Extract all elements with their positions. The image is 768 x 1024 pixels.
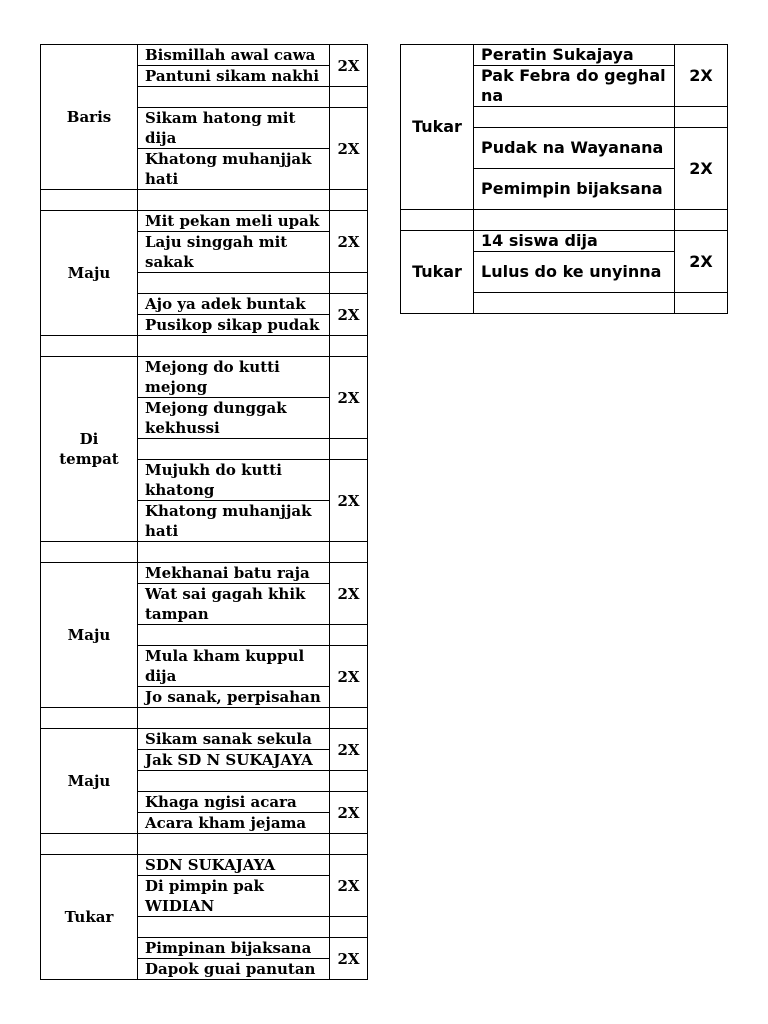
lyric-line: Lulus do ke unyinna	[474, 252, 675, 293]
lyric-row	[41, 563, 368, 584]
repeat-marker: 2X	[330, 460, 368, 542]
lyric-line: Laju singgah mit sakak	[138, 232, 330, 273]
lyric-line: Khatong muhanjjak hati	[138, 501, 330, 542]
lyric-line: Sikam sanak sekula	[138, 729, 330, 750]
lyric-line: Dapok guai panutan	[138, 959, 330, 980]
lyric-line: Bismillah awal cawa	[138, 45, 330, 66]
lyric-line: Ajo ya adek buntak	[138, 294, 330, 315]
lyric-row	[401, 45, 728, 66]
lyric-line: Mejong dunggak kekhussi	[138, 398, 330, 439]
repeat-marker: 2X	[675, 128, 728, 210]
lyric-line: Mekhanai batu raja	[138, 563, 330, 584]
action-cell: Maju	[41, 563, 138, 708]
lyric-line: SDN SUKAJAYA	[138, 855, 330, 876]
action-cell: Tukar	[401, 45, 474, 210]
action-cell: Di tempat	[41, 357, 138, 542]
repeat-marker: 2X	[330, 211, 368, 273]
lyric-line: Peratin Sukajaya	[474, 45, 675, 66]
separator-row	[41, 834, 368, 855]
separator-row	[41, 708, 368, 729]
lyric-line: Mejong do kutti mejong	[138, 357, 330, 398]
action-cell: Baris	[41, 45, 138, 190]
repeat-marker: 2X	[330, 563, 368, 625]
separator-row	[401, 210, 728, 231]
lyric-row	[41, 855, 368, 876]
lyric-line: Pantuni sikam nakhi	[138, 66, 330, 87]
separator-row	[41, 542, 368, 563]
lyric-line: Pak Febra do geghal na	[474, 66, 675, 107]
repeat-marker: 2X	[330, 855, 368, 917]
lyric-line: Jak SD N SUKAJAYA	[138, 750, 330, 771]
lyric-line: 14 siswa dija	[474, 231, 675, 252]
lyric-line: Acara kham jejama	[138, 813, 330, 834]
repeat-marker: 2X	[330, 45, 368, 87]
lyric-row	[41, 729, 368, 750]
lyric-line: Khatong muhanjjak hati	[138, 149, 330, 190]
right-lyrics-table	[400, 44, 728, 314]
lyric-line: Pudak na Wayanana	[474, 128, 675, 169]
lyric-row	[401, 231, 728, 252]
lyric-line: Di pimpin pak WIDIAN	[138, 876, 330, 917]
separator-row	[41, 190, 368, 211]
lyric-row	[41, 211, 368, 232]
action-cell: Maju	[41, 211, 138, 336]
lyric-row	[41, 357, 368, 398]
separator-row	[41, 336, 368, 357]
repeat-marker: 2X	[675, 231, 728, 293]
repeat-marker: 2X	[330, 729, 368, 771]
lyric-line: Pusikop sikap pudak	[138, 315, 330, 336]
lyric-line: Khaga ngisi acara	[138, 792, 330, 813]
lyric-row	[41, 45, 368, 66]
lyric-line: Pemimpin bijaksana	[474, 169, 675, 210]
repeat-marker: 2X	[330, 938, 368, 980]
action-cell: Tukar	[401, 231, 474, 314]
lyric-line: Wat sai gagah khik tampan	[138, 584, 330, 625]
repeat-marker: 2X	[330, 108, 368, 190]
repeat-marker: 2X	[330, 294, 368, 336]
repeat-marker: 2X	[330, 792, 368, 834]
lyric-line: Mula kham kuppul dija	[138, 646, 330, 687]
action-cell: Maju	[41, 729, 138, 834]
repeat-marker: 2X	[330, 357, 368, 439]
left-lyrics-table	[40, 44, 368, 980]
lyric-line: Sikam hatong mit dija	[138, 108, 330, 149]
lyric-line: Mit pekan meli upak	[138, 211, 330, 232]
repeat-marker: 2X	[675, 45, 728, 107]
action-cell: Tukar	[41, 855, 138, 980]
repeat-marker: 2X	[330, 646, 368, 708]
lyric-line: Pimpinan bijaksana	[138, 938, 330, 959]
lyric-line: Mujukh do kutti khatong	[138, 460, 330, 501]
lyric-line: Jo sanak, perpisahan	[138, 687, 330, 708]
